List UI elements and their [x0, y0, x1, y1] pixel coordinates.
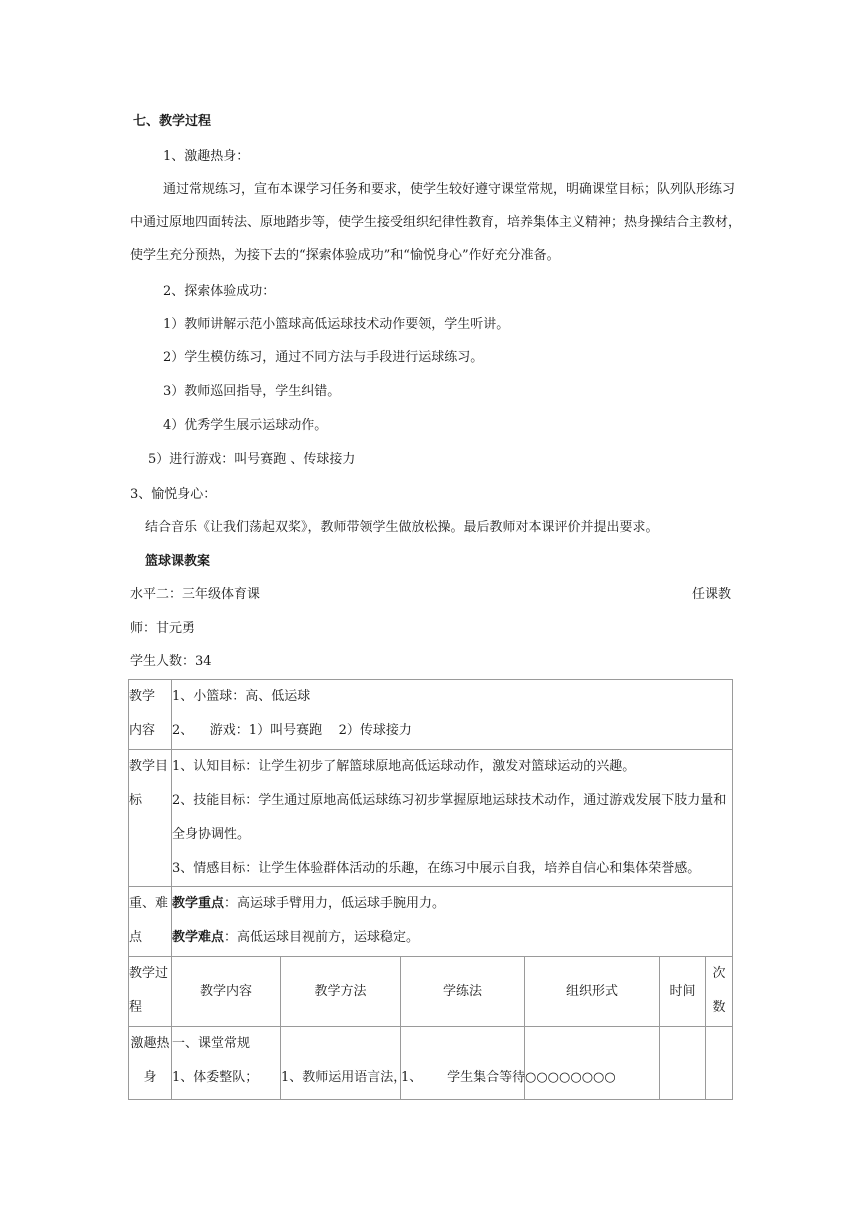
goal-line: 1、认知目标：让学生初步了解篮球原地高低运球动作，激发对篮球运动的兴趣。: [172, 759, 636, 774]
header-time: 时间: [660, 957, 706, 1027]
row-label: 教学目: [129, 759, 169, 774]
content-line: 2、 游戏：1）叫号赛跑 2）传球接力: [172, 723, 412, 738]
plan-teacher-label: 任课教: [692, 587, 732, 602]
formation-diagram: ○○○○○○○○: [525, 1070, 616, 1085]
list-item: 3）教师巡回指导，学生纠错。: [163, 384, 341, 399]
header-label: 教学过: [129, 966, 169, 981]
row-method-line: 1、教师运用语言法，: [281, 1070, 407, 1085]
goals-cell: [172, 750, 733, 887]
header-organization: 组织形式: [525, 957, 660, 1027]
paragraph-line: 通过常规练习，宣布本课学习任务和要求，使学生较好遵守课堂常规，明确课堂目标；队列队形练习: [163, 182, 736, 197]
table-row-goals: [129, 750, 733, 887]
row-content-line: 一、课堂常规: [172, 1036, 251, 1051]
table-row-key-points: [129, 887, 733, 957]
paragraph-line: 使学生充分预热，为接下去的“探索体验成功”和“愉悦身心”作好充分准备。: [130, 248, 560, 263]
header-practice: 学练法: [401, 957, 525, 1027]
paragraph-line: 中通过原地四面转法、原地踏步等，使学生接受组织纪律性教育，培养集体主义精神；热身操结合主教材，: [130, 215, 742, 230]
content-line: 1、小篮球：高、低运球: [172, 689, 311, 704]
stage-label: 身: [143, 1070, 157, 1085]
warmup-title: 1、激趣热身：: [163, 149, 250, 164]
header-label: 数: [712, 1000, 726, 1015]
difficulty-label: 教学难点: [172, 930, 225, 945]
plan-level: 水平二：三年级体育课: [130, 587, 261, 602]
row-label: 内容: [129, 723, 156, 738]
row-label: 教学: [129, 689, 156, 704]
row-label: 标: [129, 793, 143, 808]
plan-title: 篮球课教案: [145, 554, 211, 569]
content-cell: [172, 680, 733, 750]
row-method-cell: [281, 1027, 407, 1100]
stage-label: 激趣热: [130, 1036, 170, 1051]
header-count: [706, 957, 733, 1027]
goal-line: 3、情感目标：让学生体验群体活动的乐趣，在练习中展示自我，培养自信心和集体荣誉感。: [172, 861, 701, 876]
list-item: 4）优秀学生展示运球动作。: [163, 418, 328, 433]
row-practice-line: 1、 学生集合等待: [401, 1070, 526, 1085]
row-content-line: 1、体委整队；: [172, 1070, 259, 1085]
list-item: 5）进行游戏：叫号赛跑 、传球接力: [148, 452, 356, 467]
lesson-plan-table: [128, 679, 733, 1100]
row-content-cell: [172, 1027, 281, 1100]
joy-paragraph: 结合音乐《让我们荡起双桨》，教师带领学生做放松操。最后教师对本课评价并提出要求。: [145, 520, 659, 535]
explore-title: 2、探索体验成功：: [163, 284, 276, 299]
header-method: 教学方法: [281, 957, 401, 1027]
plan-student-count: 学生人数：34: [130, 654, 212, 669]
table-header-row: [129, 957, 733, 1027]
plan-teacher-name: 师：甘元勇: [130, 621, 196, 636]
header-process: [129, 957, 172, 1027]
key-point-text: ：高运球手臂用力，低运球手腕用力。: [224, 896, 446, 911]
section-heading: 七、教学过程: [133, 114, 212, 129]
row-label: 点: [129, 930, 143, 945]
list-item: 2）学生模仿练习，通过不同方法与手段进行运球练习。: [163, 350, 484, 365]
header-content: 教学内容: [172, 957, 281, 1027]
table-row: [129, 1027, 733, 1100]
row-label-cell: [129, 750, 172, 887]
header-label: 次: [712, 966, 726, 981]
difficulty-text: ：高低运球目视前方，运球稳定。: [224, 930, 420, 945]
row-count-cell: [706, 1027, 733, 1100]
row-label-cell: [129, 680, 172, 750]
difficulty-line: [172, 921, 732, 955]
row-label-cell: [129, 887, 172, 957]
joy-title: 3、愉悦身心：: [130, 487, 217, 502]
goal-line: 全身协调性。: [172, 827, 251, 842]
key-point-label: 教学重点: [172, 896, 225, 911]
row-time-cell: [660, 1027, 706, 1100]
stage-cell: [129, 1027, 172, 1100]
key-points-cell: [172, 887, 733, 957]
list-item: 1）教师讲解示范小篮球高低运球技术动作要领，学生听讲。: [163, 317, 510, 332]
table-row-content: [129, 680, 733, 750]
header-label: 程: [129, 1000, 143, 1015]
key-point-line: [172, 887, 732, 921]
row-label: 重、难: [129, 896, 169, 911]
row-organization-cell: [525, 1027, 660, 1100]
row-practice-cell: [401, 1027, 525, 1100]
goal-line: 2、技能目标：学生通过原地高低运球练习初步掌握原地运球技术动作，通过游戏发展下肢力量和: [172, 793, 727, 808]
